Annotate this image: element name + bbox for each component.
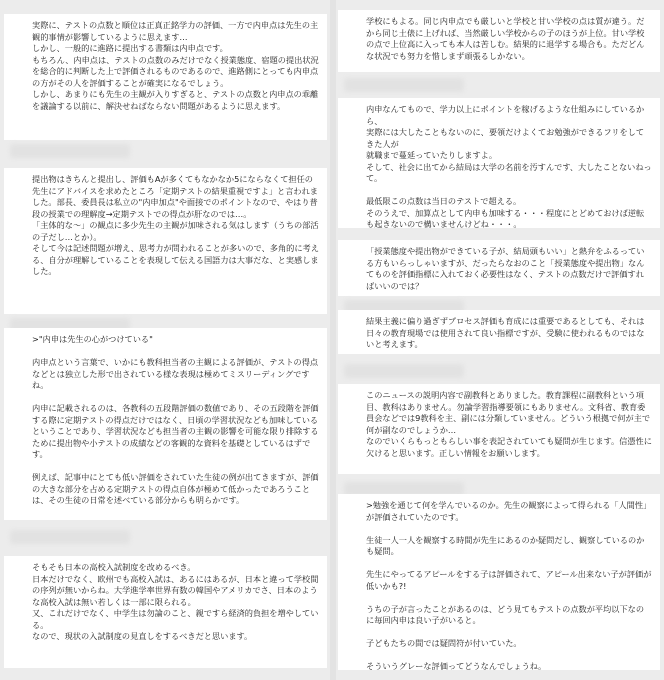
comment-text: >"内申は先生の心がつけている" 内申点という言葉で、いかにも教科担当者の主観による評価が、テストの得点などとは独立した形で出されている様な表現は極めてミスリーディングですね。 内申に記載されるのは、各教科の五段階評価の数値であり、その五段階を評価する際に定期テストの得点だけではなく、日頃の学習状況なども加味しているということであり、学習状況なども担当者の主観の影響を可能な限り排除するために提出物や小テストの成績などの客観的な資料を基礎としているはずです。 例えば、記事中にとても低い評価をされていた生徒の例が出てきますが、評価の大きな部分を占める定期テストの得点自体が極めて低かったであろうことは、その生徒の日常を述べている部分からも明らかです。: [32, 334, 319, 505]
comment-text: そもそも日本の高校入試制度を改めるべき。 日本だけでなく、欧州でも高校入試は、あるにはあるが、日本と違って学校間の序列が無いからね。大学進学率世界有数の韓国やアメリカでさ、日本のような高校入試は無い若しくは一部に限られる。 又、これだけでなく、中学生は勿論のこと、親ですら経済的負担を増やしている。 なので、現状の入試制度の見直しをするべきだと思います。: [32, 562, 319, 641]
comment-card: [4, 168, 327, 314]
comment-card: [4, 556, 327, 668]
comment-card: [338, 10, 660, 72]
comment-card: [338, 494, 660, 670]
blurred-user-info: [10, 530, 130, 544]
blurred-user-info: [10, 144, 130, 158]
comment-text: >勉強を通じて何を学んでいるのか。先生の観察によって得られる「人間性」が評価されていたのです。 生徒一人一人を観察する時間が先生にあるのか疑問だし、観察しているのかも疑問。 先生にやってるアピールをする子は評価されて、アピール出来ない子が評価が低いかも?! うちの子が言ったことがあるのは、どう見てもテストの点数が平均以下なのに毎回内申は良い子がいると。 子どもたちの間では疑問符が付いていた。 そういうグレーな評価ってどうなんでしょうね。: [366, 500, 652, 670]
comment-text: 「授業態度や提出物ができている子が、結局頭もいい」と熱弁をふるっている方もいらっしゃいますが、だったらなおのこと「授業態度や提出物」なんてものを評価指標に入れておく必要性はなく、テストの点数だけで評価すればいいのでは？: [366, 246, 645, 291]
left-comment-column: [4, 0, 327, 680]
comment-text: 内申なんてもので、学力以上にポイントを稼げるような仕組みにしているから、 実際には大したこともないのに、要領だけよくてお勉強ができるフリをしてきた人が 就職まで蔓延っていたりしますよ。 そして、社会に出てから結局は大学の名前を汚すんです、大したことないねって。 最低限この点数は当日のテストで超える。 そのうえで、加算点として内申も加味する・・・程度にとどめておけば逆転も起きないので構いませんけどね・・・。: [366, 104, 652, 228]
comment-card: [338, 240, 660, 296]
comment-card: [338, 384, 660, 474]
comment-text: 結果主義に偏り過ぎずプロセス評価も育成には重要であるとしても、それは日々の教育現場では使用されて良い指標ですが、受験に使われるものではないと考えます。: [366, 316, 645, 349]
comment-text: 提出物はきちんと提出し、評価もAが多くてもなかなか5にならなくて担任の先生にアドバイスを求めたところ「定期テストの結果重視ですよ」と言われました。部長、委員長は私立の"内申加点"や面接でのポイントなので、やはり普段の授業での理解度→定期テストでの得点が肝なのでは…。 「主体的な〜」の観点に多少先生の主観が加味される気はします（うちの部活の子だし…とか）。 そして今は記述問題が増え、思考力が問われることが多いので、多角的に考える、自分が理解していることを表現して伝える国語力は大事だな、と実感しました。: [32, 174, 319, 276]
blurred-user-info: [344, 78, 464, 92]
comment-text: 学校にもよる。同じ内申点でも厳しいと学校と甘い学校の点は質が違う。だから同じ土俵に上げれば、当然厳しい学校からの子のほうが上位。甘い学校の点で上位高に入っても本人は苦しむ。結果的に退学する場合も。ただどんな状況でも努力を惜しまず頑張るしかない。: [366, 16, 645, 61]
comment-text: このニュースの説明内容で副教科とありました。教育課程に副教科という項目、教科はありません。勿論学習指導要領にもありません。文科省、教育委員会などでは9教科を主、副には分類していません。どういう根拠で何が主で何が副なのでしょうか… なのでいくらもっともらしい事を表記されていても疑問が生じます。信憑性に欠けると思います。正しい情報をお願いします。: [366, 390, 652, 458]
comment-text: 実際に、テストの点数と順位は正真正銘学力の評価、一方で内申点は先生の主観的事情が影響しているように思えます… しかし、一般的に進路に提出する書類は内申点です。 もちろん、内申点は、テストの点数のみだけでなく授業態度、宿題の提出状況を総合的に判断した上で評価されるものであるので、進路側にとっても内申点の方がその人を評価することが確実になるでしょう。 しかし、あまりにも先生の主観が入りすぎると、テストの点数と内申点の乖離を議論する以前に、解決せねばならない問題があるように思えます。: [32, 20, 319, 111]
comment-card: [4, 328, 327, 520]
column-divider: [330, 0, 336, 680]
right-comment-column: [338, 0, 660, 680]
comment-card: [338, 98, 660, 228]
comment-card: [4, 14, 327, 140]
blurred-user-info: [344, 364, 464, 378]
comment-card: [338, 310, 660, 354]
